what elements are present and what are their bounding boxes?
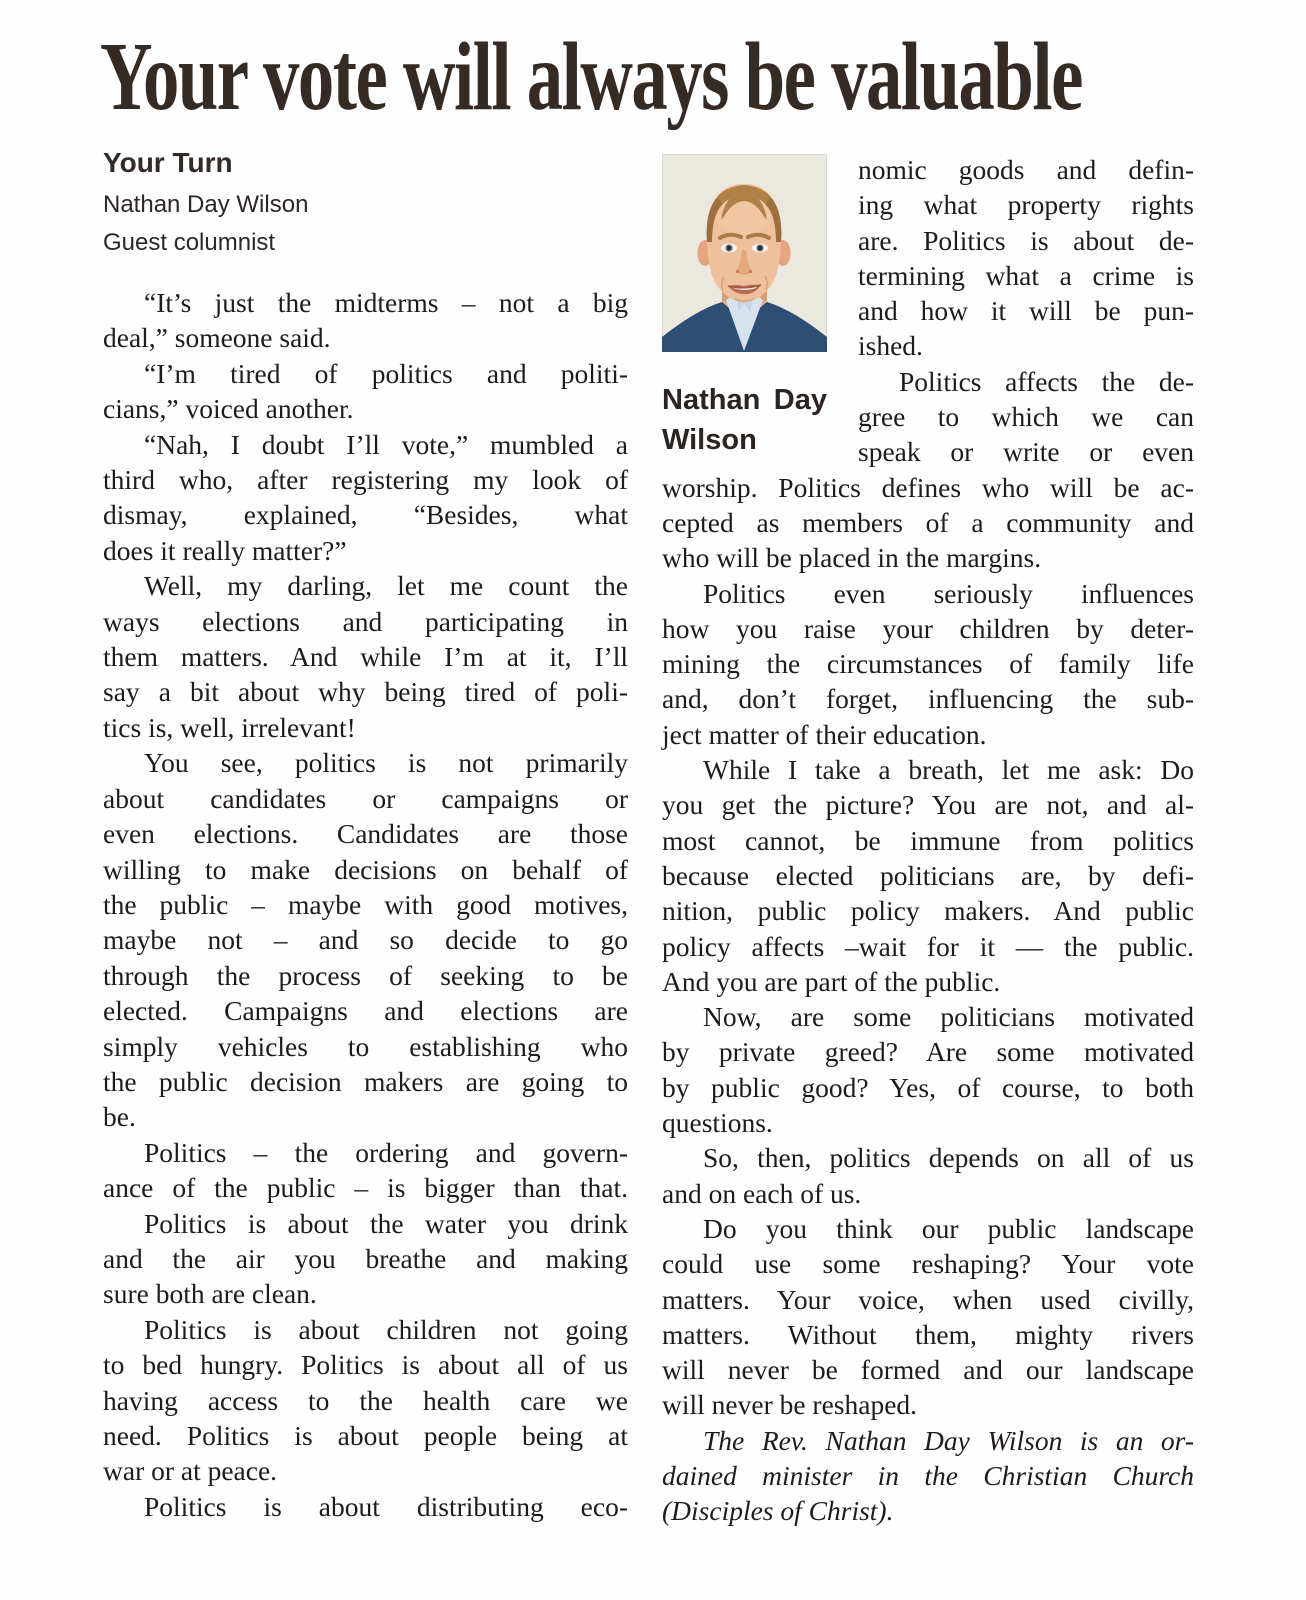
article-text-line: questions. — [662, 1107, 773, 1139]
article-text-line: third who, after registering my look of — [103, 464, 628, 496]
article-text-line: having access to the health care we — [103, 1384, 628, 1416]
article-text-line: will never be formed and our landscape — [662, 1354, 1194, 1386]
article-text-line: ject matter of their education. — [662, 718, 987, 750]
article-text-line: So, then, politics depends on all of us — [703, 1142, 1194, 1174]
right-column-text-beside-photo — [858, 152, 1194, 470]
left-column — [103, 148, 628, 1524]
article-text-line: deal,” someone said. — [103, 322, 331, 354]
article-text-line: cepted as members of a community and — [662, 506, 1194, 538]
right-column — [662, 152, 1194, 1529]
left-column-text — [103, 285, 628, 1524]
author-role: Guest columnist — [103, 229, 276, 256]
article-text-line: are. Politics is about de- — [858, 224, 1194, 256]
article-text-line: Well, my darling, let me count the — [144, 570, 628, 602]
article-text-line: Politics – the ordering and govern- — [144, 1136, 628, 1168]
article-text-line: Politics even seriously influences — [703, 577, 1194, 609]
article-text-line: matters. Your voice, when used civilly, — [662, 1283, 1194, 1315]
article-text-line: ing what property rights — [858, 189, 1194, 221]
article-text-line: will never be reshaped. — [662, 1389, 918, 1421]
article-text-line: need. Politics is about people being at — [103, 1420, 628, 1451]
article-text-line: elected. Campaigns and elections are — [103, 995, 628, 1027]
article-text-line: While I take a breath, let me ask: Do — [703, 754, 1194, 786]
article-text-line: dismay, explained, “Besides, what — [103, 499, 628, 531]
photo-caption — [662, 380, 827, 460]
article-text-line: gree to which we can — [858, 401, 1194, 433]
article-text-line: the public – maybe with good motives, — [103, 888, 628, 920]
article-text-line: most cannot, be immune from politics — [662, 824, 1194, 856]
article-text-line: the public decision makers are going to — [103, 1065, 628, 1097]
article-text-line: Politics is about the water you drink — [144, 1207, 628, 1239]
article-text-line: The Rev. Nathan Day Wilson is an or- — [703, 1424, 1194, 1456]
article-text-line: dained minister in the Christian Church — [662, 1459, 1194, 1491]
right-column-text-full-width — [662, 470, 1194, 1529]
article-title: Your vote will always be valuable — [100, 23, 1082, 130]
article-text-line: and, don’t forget, influencing the sub- — [662, 683, 1194, 715]
article-text-line: to bed hungry. Politics is about all of us — [103, 1349, 628, 1381]
article-text-line: And you are part of the public. — [662, 965, 1001, 997]
article-text-line: does it really matter?” — [103, 534, 347, 566]
article-text-line: Politics affects the de- — [899, 365, 1194, 397]
article-text-line: policy affects –wait for it — the public. — [662, 930, 1194, 962]
author-byline: Nathan Day Wilson — [103, 191, 309, 218]
photo-caption-line: Wilson — [662, 424, 757, 456]
author-photo-block — [662, 154, 858, 460]
article-text-line: and how it will be pun- — [858, 295, 1194, 327]
article-text-line: maybe not – and so decide to go — [103, 924, 628, 956]
article-text-line: matters. Without them, mighty rivers — [662, 1318, 1194, 1350]
article-text-line: willing to make decisions on behalf of — [103, 853, 628, 885]
article-text-line: ways elections and participating in — [103, 605, 628, 637]
article-text-line: termining what a crime is — [858, 259, 1194, 291]
article-text-line: because elected politicians are, by defi- — [662, 859, 1194, 891]
article-text-line: “Nah, I doubt I’ll vote,” mumbled a — [144, 428, 628, 460]
article-text-line: you get the picture? You are not, and al- — [662, 789, 1194, 821]
article-text-line: and the air you breathe and making — [103, 1242, 628, 1274]
article-text-line: by public good? Yes, of course, to both — [662, 1071, 1194, 1103]
article-text-line: be. — [103, 1101, 136, 1133]
author-photo — [662, 154, 827, 352]
article-text-line: ance of the public – is bigger than that. — [103, 1172, 628, 1204]
article-text-line: mining the circumstances of family life — [662, 648, 1194, 680]
article-text-line: (Disciples of Christ). — [662, 1495, 894, 1527]
article-text-line: simply vehicles to establishing who — [103, 1030, 628, 1062]
article-text-line: war or at peace. — [103, 1455, 278, 1487]
article-text-line: nition, public policy makers. And public — [662, 895, 1194, 927]
article-text-line: You see, politics is not primarily — [144, 747, 628, 779]
article-text-line: Politics is about children not going — [144, 1313, 628, 1345]
article-text-line: how you raise your children by deter- — [662, 612, 1194, 644]
article-text-line: Do you think our public landscape — [703, 1212, 1194, 1244]
article-text-line: tics is, well, irrelevant! — [103, 711, 356, 743]
article-text-line: who will be placed in the margins. — [662, 542, 1042, 574]
article-text-line: could use some reshaping? Your vote — [662, 1248, 1194, 1280]
column-kicker: Your Turn — [103, 147, 233, 178]
article-text-line: ished. — [858, 330, 923, 362]
article-text-line: say a bit about why being tired of poli- — [103, 676, 628, 708]
article-text-line: “I’m tired of politics and politi- — [144, 357, 628, 389]
article-text-line: “It’s just the midterms – not a big — [144, 287, 628, 318]
article-text-line: cians,” voiced another. — [103, 393, 354, 425]
article-text-line: and on each of us. — [662, 1177, 862, 1209]
article-text-line: speak or write or even — [858, 436, 1194, 468]
article-text-line: them matters. And while I’m at it, I’ll — [103, 641, 628, 673]
article-text-line: through the process of seeking to be — [103, 959, 628, 991]
article-text-line: nomic goods and defin- — [858, 154, 1194, 185]
article-text-line: about candidates or campaigns or — [103, 782, 628, 814]
photo-caption-line: Nathan Day — [662, 384, 827, 416]
article-text-line: Politics is about distributing eco- — [144, 1490, 628, 1522]
article-text-line: even elections. Candidates are those — [103, 818, 628, 850]
article-text-line: sure both are clean. — [103, 1278, 317, 1310]
article-text-line: worship. Politics defines who will be ac- — [662, 471, 1194, 503]
article-text-line: Now, are some politicians motivated — [703, 1001, 1194, 1033]
article-text-line: by private greed? Are some motivated — [662, 1036, 1194, 1068]
